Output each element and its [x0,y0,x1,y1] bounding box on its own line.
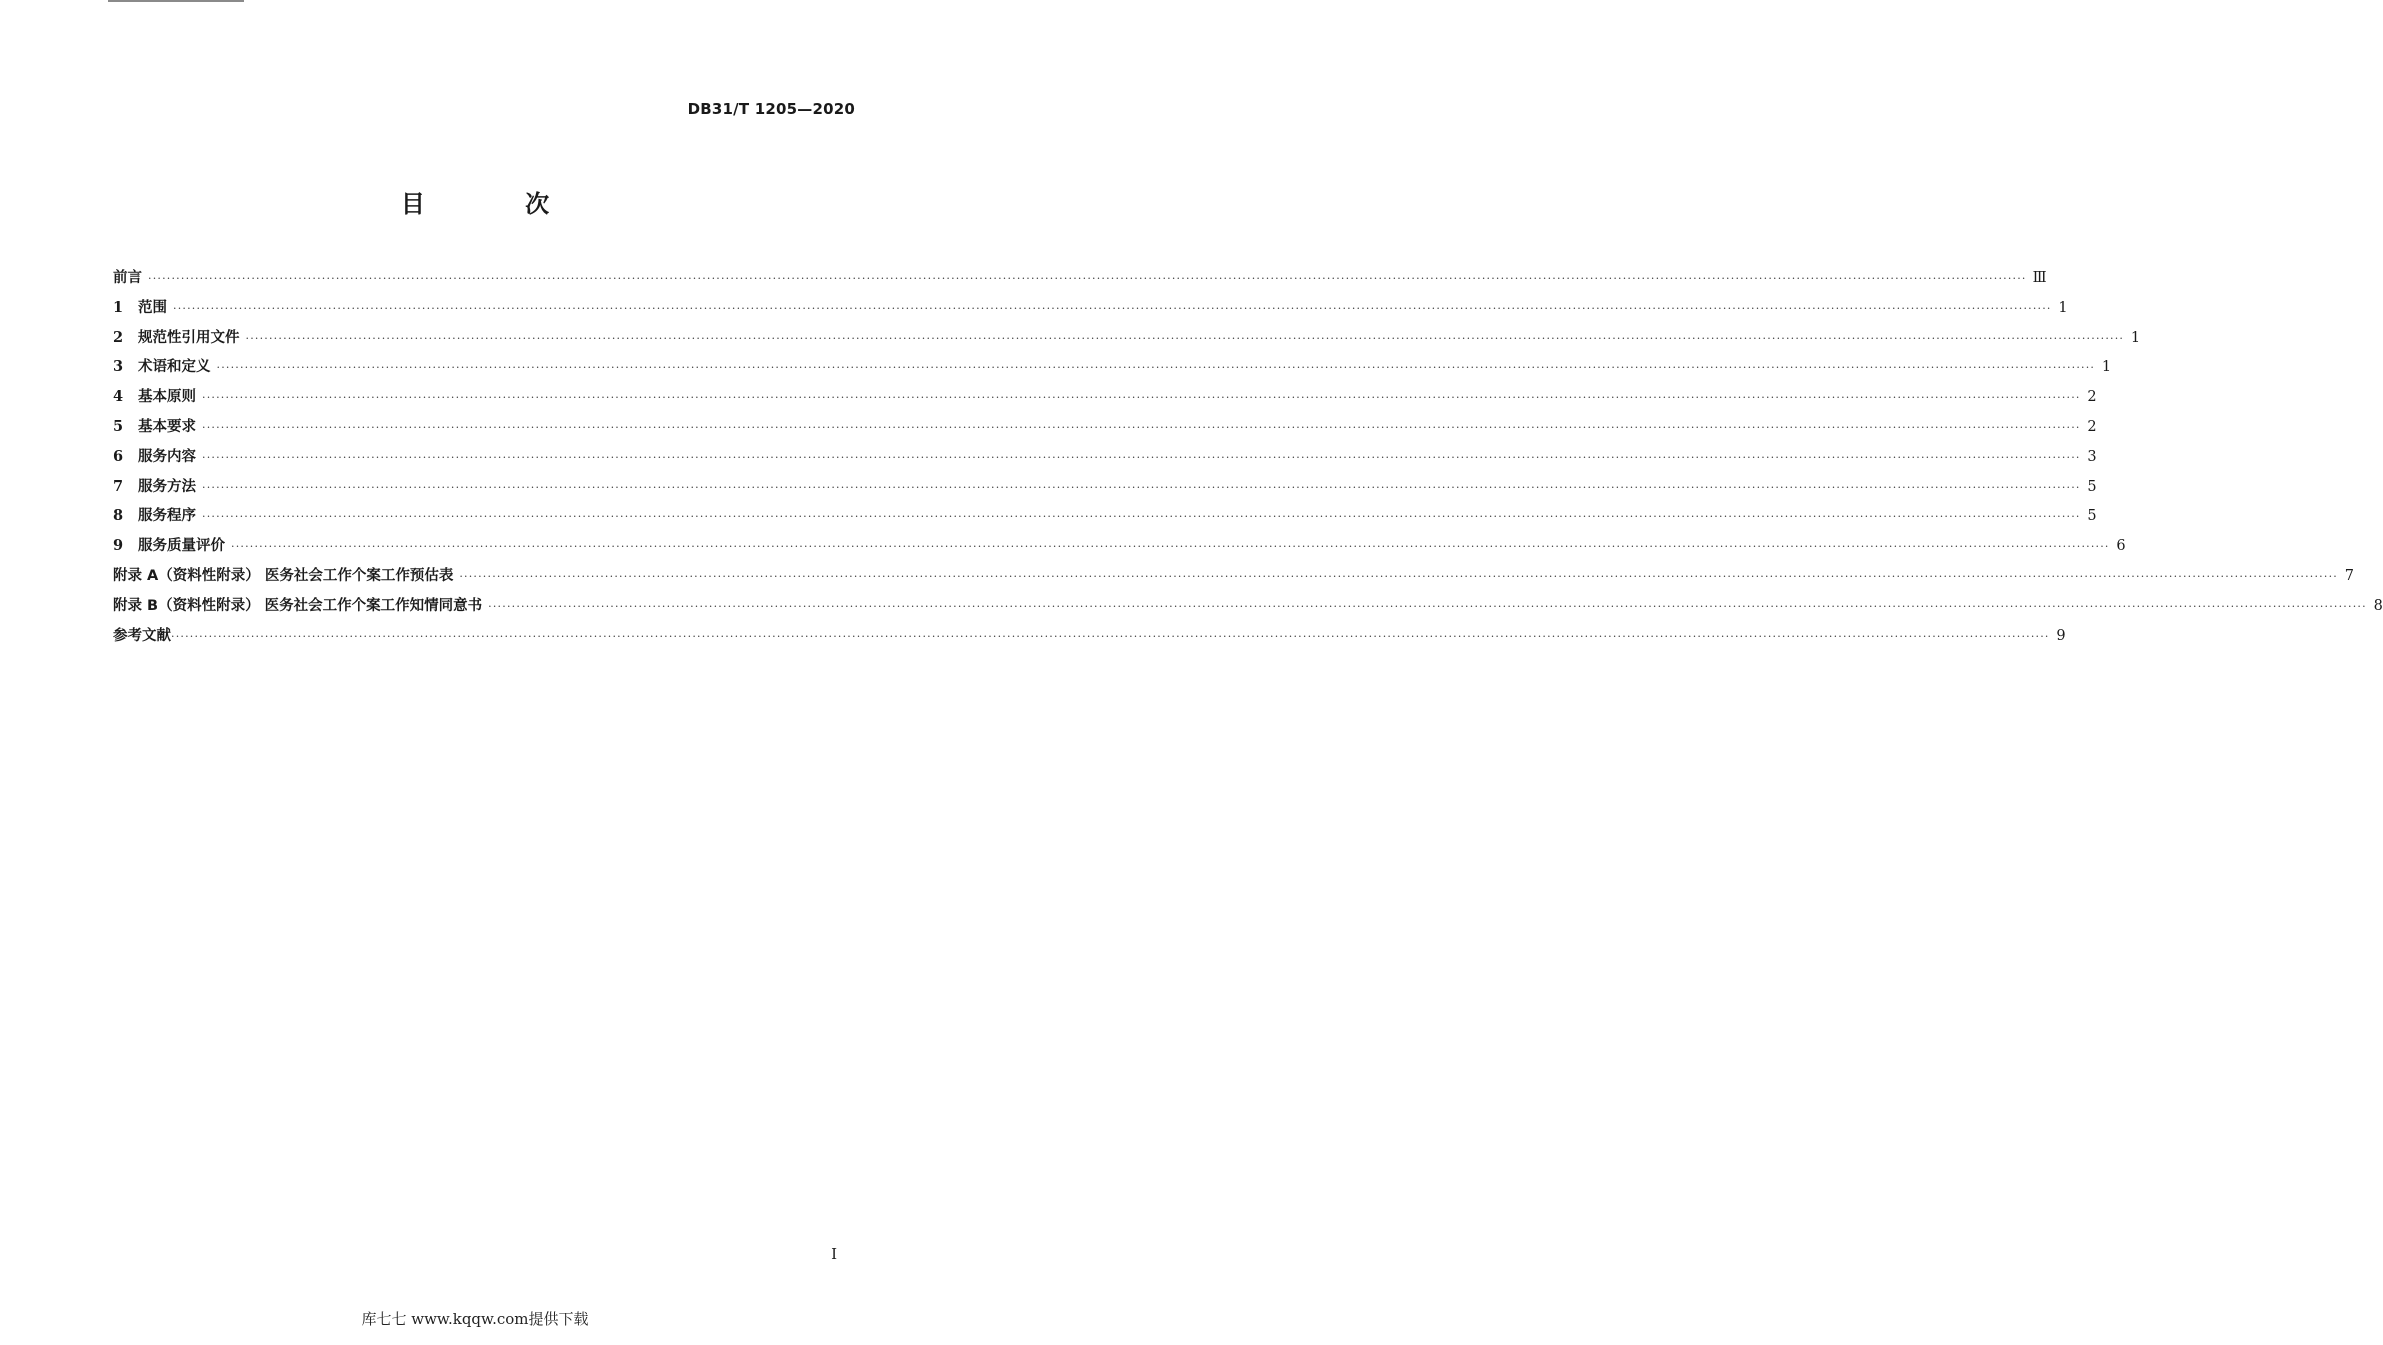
toc-dot-leader: ················································································································································································································································································································································································································ [202,480,2081,494]
toc-entry-page: 9 [2056,627,2066,644]
toc-entry[interactable] [113,296,2068,326]
toc-entry[interactable] [113,594,2383,624]
toc-entry-label: 术语和定义 [138,359,211,376]
toc-entry-label: 基本要求 [138,418,196,435]
toc-entry-page: 5 [2087,508,2097,525]
toc-entry-label: 附录 B（资料性附录） 医务社会工作个案工作知情同意书 [113,597,483,614]
toc-entry-label: 附录 A（资料性附录） 医务社会工作个案工作预估表 [113,567,454,584]
toc-dot-leader: ················································································································································································································································································································································································································ [202,450,2081,464]
toc-entry-number: 2 [113,328,124,346]
toc-entry-number: 1 [113,298,124,316]
toc-entry-page: 8 [2373,597,2383,614]
toc-entry[interactable] [113,475,2097,505]
toc-dot-leader: ················································································································································································································································································································································································································ [202,420,2081,434]
toc-entry-page: 3 [2087,448,2097,465]
toc-entry-number: 8 [113,507,124,525]
toc-entry-number: 9 [113,537,124,555]
toc-entry[interactable] [113,564,2354,594]
toc-entry-label: 服务质量评价 [138,538,225,555]
page-title: 目 次 [400,190,596,218]
toc-entry-page: 1 [2101,359,2112,376]
toc-entry-page: 2 [2087,389,2097,406]
toc-entry-label: 规范性引用文件 [138,329,240,346]
toc-dot-leader: ················································································································································································································································································································································································································ [231,540,2110,554]
toc-entry-number: 6 [113,447,124,465]
toc-dot-leader: ················································································································································································································································································································································································································ [216,361,2096,375]
download-footer: 库七七 www.kqqw.com提供下载 [361,1310,589,1328]
toc-dot-leader: ················································································································································································································································································································································································································ [245,331,2125,345]
toc-entry-page: 6 [2116,538,2126,555]
toc-entry-label: 基本原则 [138,389,196,406]
toc-entry[interactable] [113,534,2126,564]
toc-entry-number: 3 [113,358,124,376]
toc-entry-page: 2 [2087,418,2097,435]
toc-dot-leader: ················································································································································································································································································································································································································ [202,510,2081,524]
toc-entry-page: Ⅲ [2032,270,2047,286]
table-of-contents [113,266,2383,653]
toc-entry-label: 参考文献 [113,627,171,644]
toc-entry-page: 1 [2130,329,2141,346]
toc-entry[interactable] [113,355,2112,385]
toc-entry[interactable] [113,326,2141,356]
toc-dot-leader: ················································································································································································································································································································································································································ [173,301,2052,315]
toc-entry[interactable] [113,266,2047,296]
toc-entry-label: 服务方法 [138,478,196,495]
toc-entry-number: 7 [113,477,124,495]
toc-entry[interactable] [113,445,2097,475]
toc-entry-number: 4 [113,388,124,406]
toc-entry-page: 1 [2058,299,2068,316]
page-number: I [831,1245,837,1263]
toc-entry-label: 服务内容 [138,448,196,465]
toc-entry-label: 服务程序 [138,508,196,525]
toc-entry[interactable] [113,385,2097,415]
standard-code: DB31/T 1205—2020 [687,100,855,118]
toc-entry[interactable] [113,624,2066,654]
toc-entry-page: 5 [2087,478,2097,495]
toc-entry-page: 7 [2344,567,2354,584]
toc-dot-leader: ················································································································································································································································································································································································································ [488,599,2367,613]
toc-entry-number: 5 [113,417,124,435]
toc-entry[interactable] [113,504,2097,534]
toc-entry[interactable] [113,415,2097,445]
toc-dot-leader: ················································································································································································································································································································································································································ [148,272,2027,285]
toc-dot-leader: ················································································································································································································································································································································································································ [171,629,2050,643]
scan-edge-line [108,0,244,2]
toc-entry-label: 前言 [113,270,142,286]
toc-dot-leader: ················································································································································································································································································································································································································ [202,391,2081,405]
toc-dot-leader: ················································································································································································································································································································································································································ [459,569,2338,583]
toc-entry-label: 范围 [138,299,167,316]
